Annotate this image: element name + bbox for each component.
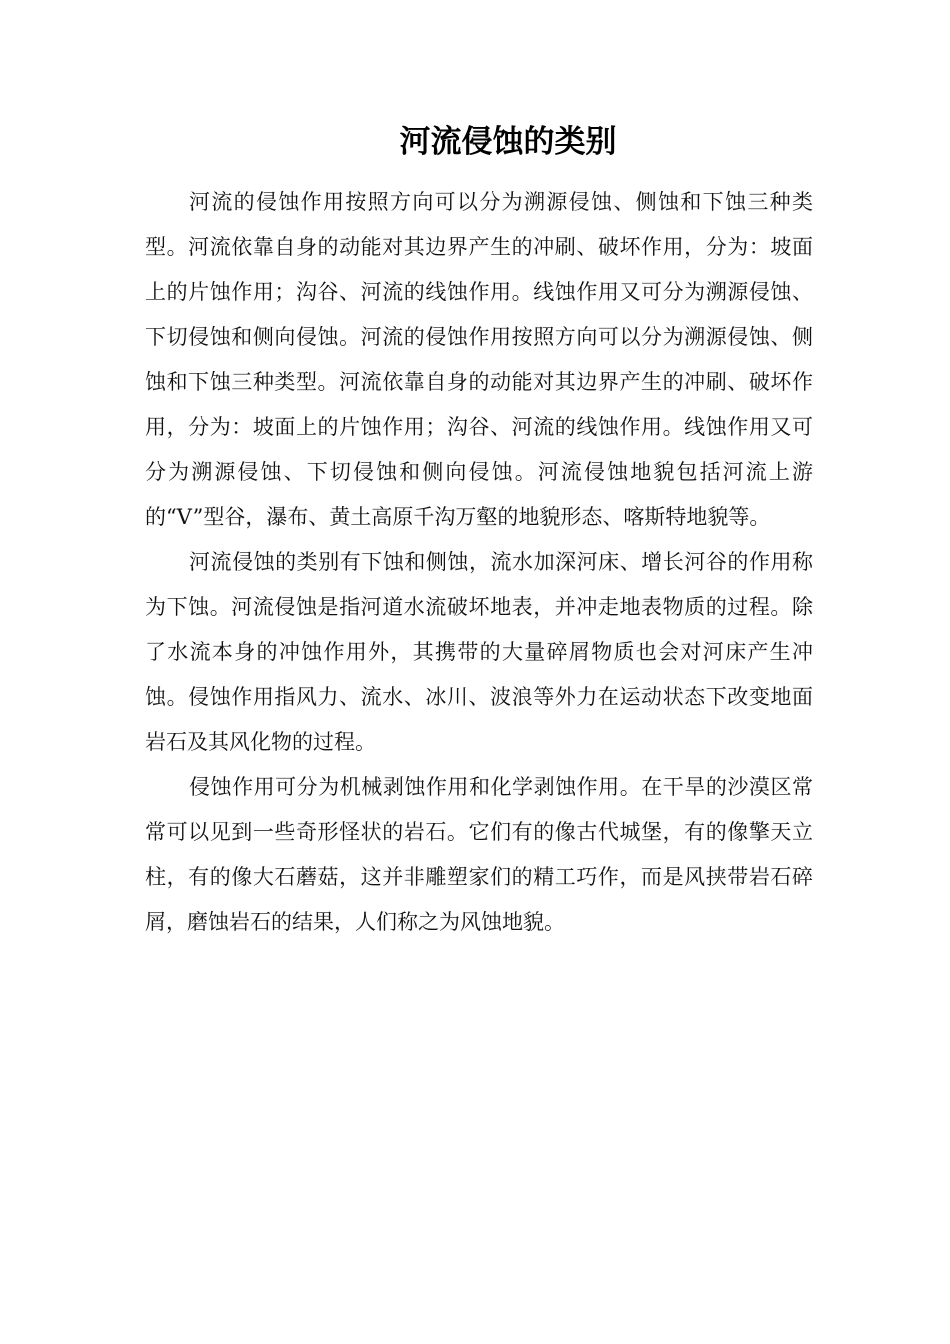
paragraph-2: 河流侵蚀的类别有下蚀和侧蚀，流水加深河床、增长河谷的作用称为下蚀。河流侵蚀是指河道水流破坏地表，并冲走地表物质的过程。除了水流本身的冲蚀作用外，其携带的大量碎屑物质也会对河床产生冲蚀。侵蚀作用指风力、流水、冰川、波浪等外力在运动状态下改变地面岩石及其风化物的过程。 [145, 550, 813, 754]
document-title: 河流侵蚀的类别 [399, 124, 617, 160]
document-body [145, 180, 813, 945]
paragraph-1: 河流的侵蚀作用按照方向可以分为溯源侵蚀、侧蚀和下蚀三种类型。河流依靠自身的动能对其边界产生的冲刷、破坏作用，分为：坡面上的片蚀作用；沟谷、河流的线蚀作用。线蚀作用又可分为溯源侵蚀、下切侵蚀和侧向侵蚀。河流的侵蚀作用按照方向可以分为溯源侵蚀、侧蚀和下蚀三种类型。河流依靠自身的动能对其边界产生的冲刷、破坏作用，分为：坡面上的片蚀作用；沟谷、河流的线蚀作用。线蚀作用又可分为溯源侵蚀、下切侵蚀和侧向侵蚀。河流侵蚀地貌包括河流上游的“V”型谷，瀑布、黄土高原千沟万壑的地貌形态、喀斯特地貌等。 [145, 190, 813, 529]
paragraph-3: 侵蚀作用可分为机械剥蚀作用和化学剥蚀作用。在干旱的沙漠区常常可以见到一些奇形怪状的岩石。它们有的像古代城堡，有的像擎天立柱，有的像大石蘑菇，这并非雕塑家们的精工巧作，而是风挟带岩石碎屑，磨蚀岩石的结果，人们称之为风蚀地貌。 [145, 775, 813, 934]
